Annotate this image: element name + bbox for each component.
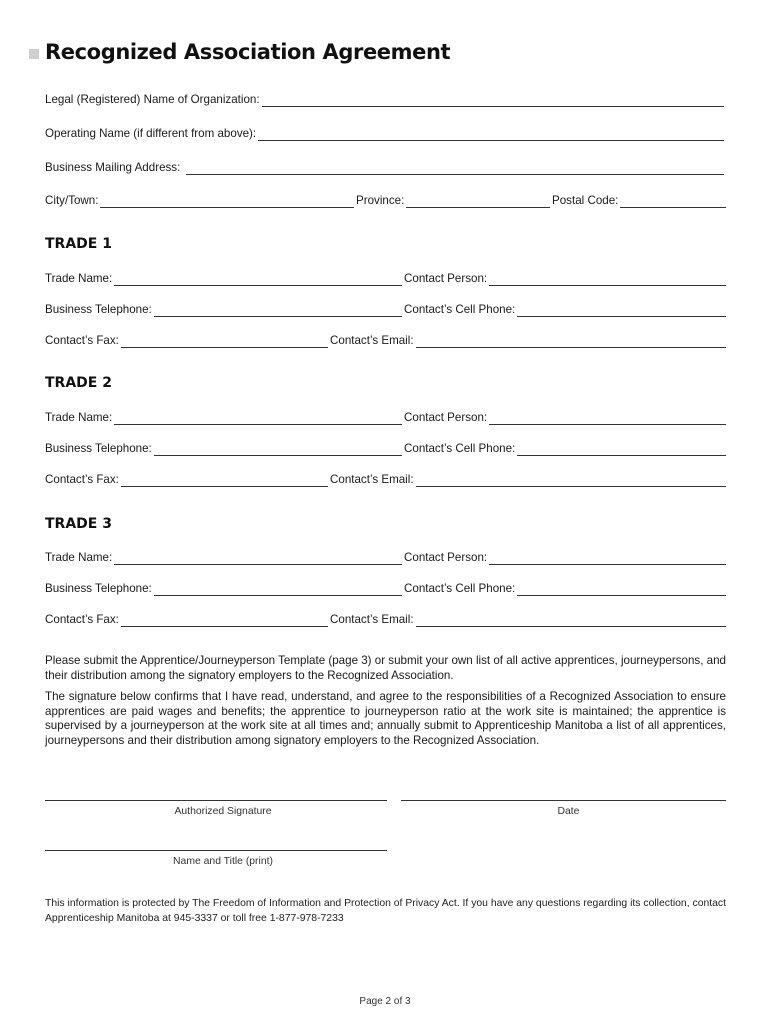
postal-code-label: Postal Code: xyxy=(552,194,619,207)
trade-3-name-field[interactable] xyxy=(114,553,402,565)
date-field[interactable] xyxy=(401,800,726,801)
fax-label: Contact’s Fax: xyxy=(45,473,119,486)
trade-3-name-row xyxy=(45,547,726,565)
email-label: Contact’s Email: xyxy=(330,473,414,486)
trade-name-label: Trade Name: xyxy=(45,272,113,285)
legal-name-field[interactable] xyxy=(262,95,724,107)
trade-2-email-field[interactable] xyxy=(416,475,726,487)
trade-3-cell-phone-field[interactable] xyxy=(517,584,726,596)
signature-statement: The signature below confirms that I have read, understand, and agree to the responsibilities of a Recognized Association to ensure apprentices are paid wages and benefits; the apprentice to journeyperson ratio at the work site is maintained; the apprentice is supervised by a journeyperson at the work site at all times and; annually submit to Apprenticeship Manitoba a list of all apprentices, journeypersons and their distribution among signatory employers to the Recognized Association. xyxy=(45,690,726,747)
trade-1-contact-person-field[interactable] xyxy=(489,274,726,286)
trade-2-name-field[interactable] xyxy=(114,413,402,425)
operating-name-field[interactable] xyxy=(258,129,724,141)
mailing-address-label: Business Mailing Address: xyxy=(45,161,181,174)
authorized-signature-field[interactable] xyxy=(45,800,387,801)
fax-label: Contact’s Fax: xyxy=(45,613,119,626)
page-number: Page 2 of 3 xyxy=(359,996,411,1007)
city-field[interactable] xyxy=(100,196,354,208)
email-label: Contact’s Email: xyxy=(330,334,414,347)
trade-3-business-telephone-field[interactable] xyxy=(154,584,402,596)
trade-name-label: Trade Name: xyxy=(45,411,113,424)
trade-1-fax-field[interactable] xyxy=(121,336,328,348)
province-field[interactable] xyxy=(406,196,550,208)
trade-3-heading: TRADE 3 xyxy=(45,516,112,532)
trade-3-fax-email-row xyxy=(45,609,726,627)
business-telephone-label: Business Telephone: xyxy=(45,582,152,595)
date-label: Date xyxy=(557,806,580,817)
trade-2-heading: TRADE 2 xyxy=(45,375,112,391)
city-label: City/Town: xyxy=(45,194,99,207)
legal-name-row xyxy=(45,89,726,107)
trade-1-fax-email-row xyxy=(45,330,726,348)
trade-2-fax-field[interactable] xyxy=(121,475,328,487)
trade-2-cell-phone-field[interactable] xyxy=(517,444,726,456)
mailing-address-row xyxy=(45,157,726,175)
trade-2-fax-email-row xyxy=(45,469,726,487)
business-telephone-label: Business Telephone: xyxy=(45,442,152,455)
trade-1-phone-row xyxy=(45,299,726,317)
operating-name-label: Operating Name (if different from above): xyxy=(45,127,257,140)
trade-2-contact-person-field[interactable] xyxy=(489,413,726,425)
trade-3-fax-field[interactable] xyxy=(121,615,328,627)
name-title-field[interactable] xyxy=(45,850,387,851)
mailing-address-field[interactable] xyxy=(186,163,724,175)
contact-person-label: Contact Person: xyxy=(404,411,488,424)
province-label: Province: xyxy=(356,194,405,207)
cell-phone-label: Contact’s Cell Phone: xyxy=(404,582,516,595)
trade-3-email-field[interactable] xyxy=(416,615,726,627)
authorized-signature-label: Authorized Signature xyxy=(174,806,272,817)
title-bullet-icon xyxy=(29,49,39,59)
contact-person-label: Contact Person: xyxy=(404,551,488,564)
fax-label: Contact’s Fax: xyxy=(45,334,119,347)
operating-name-row xyxy=(45,123,726,141)
trade-1-heading: TRADE 1 xyxy=(45,236,112,252)
privacy-notice: This information is protected by The Freedom of Information and Protection of Privacy Act. If you have any questions regarding its collection, contact Apprenticeship Manitoba at 945-3337 or toll free 1-877-978-7233 xyxy=(45,898,726,924)
trade-1-email-field[interactable] xyxy=(416,336,726,348)
submit-instructions: Please submit the Apprentice/Journeyperson Template (page 3) or submit your own list of all active apprentices, journeypersons, and their distribution among the signatory employers to the Recognized Association. xyxy=(45,654,726,682)
cell-phone-label: Contact’s Cell Phone: xyxy=(404,442,516,455)
trade-2-business-telephone-field[interactable] xyxy=(154,444,402,456)
trade-1-name-row xyxy=(45,268,726,286)
trade-name-label: Trade Name: xyxy=(45,551,113,564)
trade-1-cell-phone-field[interactable] xyxy=(517,305,726,317)
contact-person-label: Contact Person: xyxy=(404,272,488,285)
trade-1-business-telephone-field[interactable] xyxy=(154,305,402,317)
business-telephone-label: Business Telephone: xyxy=(45,303,152,316)
trade-3-phone-row xyxy=(45,578,726,596)
trade-1-name-field[interactable] xyxy=(114,274,402,286)
legal-name-label: Legal (Registered) Name of Organization: xyxy=(45,93,260,106)
page-title: Recognized Association Agreement xyxy=(45,40,451,64)
name-title-label: Name and Title (print) xyxy=(173,856,273,867)
trade-2-phone-row xyxy=(45,438,726,456)
trade-3-contact-person-field[interactable] xyxy=(489,553,726,565)
postal-code-field[interactable] xyxy=(620,196,726,208)
trade-2-name-row xyxy=(45,407,726,425)
city-province-postal-row xyxy=(45,190,726,208)
cell-phone-label: Contact’s Cell Phone: xyxy=(404,303,516,316)
email-label: Contact’s Email: xyxy=(330,613,414,626)
